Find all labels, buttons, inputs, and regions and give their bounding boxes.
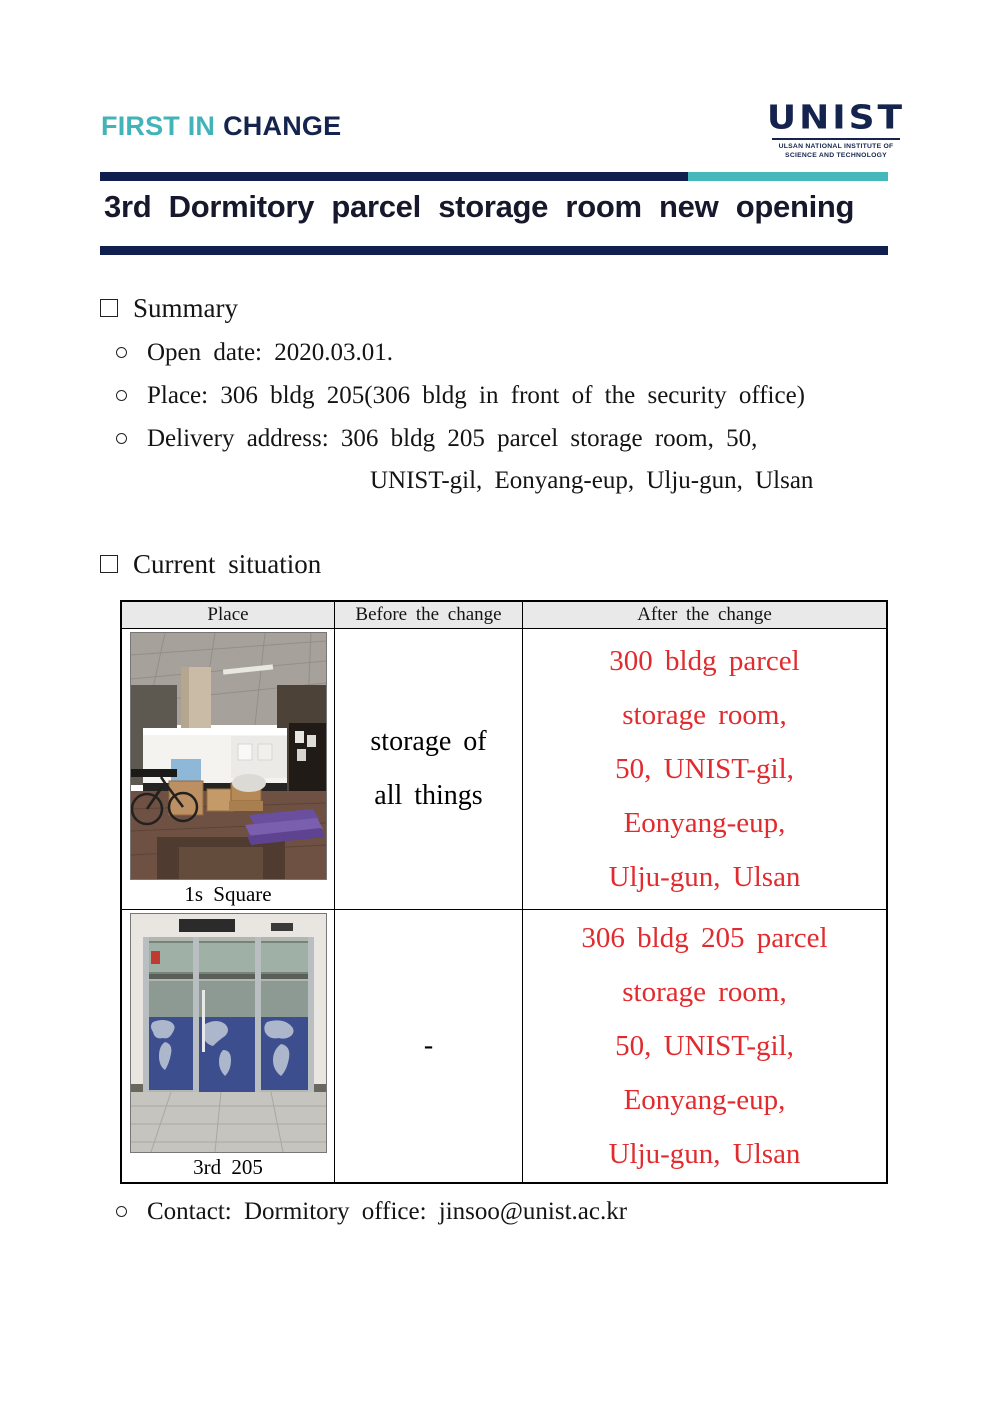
col-header-before: Before the change xyxy=(335,602,523,629)
photo-caption: 1s Square xyxy=(184,882,272,906)
before-cell-row2 xyxy=(335,910,523,1182)
situation-table xyxy=(120,600,888,1184)
before-text-line: storage of xyxy=(370,726,487,757)
photo-1s-square xyxy=(130,632,327,880)
before-text-line: all things xyxy=(374,780,483,811)
after-text-line: storage room, xyxy=(622,976,787,1008)
after-text-line: storage room, xyxy=(622,699,787,731)
slogan-change: CHANGE xyxy=(223,111,342,141)
photo-caption: 3rd 205 xyxy=(193,1155,263,1179)
slogan-first-in: FIRST IN xyxy=(101,111,216,141)
circle-bullet-icon xyxy=(116,433,127,444)
doors-photo-graphic xyxy=(131,914,326,1152)
summary-heading xyxy=(100,291,238,325)
unist-logo-divider xyxy=(772,138,900,140)
delivery-address-line2: UNIST-gil, Eonyang-eup, Ulju-gun, Ulsan xyxy=(370,467,814,494)
summary-item-place xyxy=(116,380,805,412)
square-bullet-icon xyxy=(100,299,118,317)
unist-logo-subtext-line2: SCIENCE AND TECHNOLOGY xyxy=(785,151,887,159)
table-row xyxy=(122,629,886,910)
summary-item-open-date xyxy=(116,337,393,369)
table-header-row xyxy=(122,602,886,629)
contact-text: Contact: Dormitory office: jinsoo@unist.ac.kr xyxy=(147,1198,628,1225)
after-text-line: Eonyang-eup, xyxy=(623,807,786,839)
title-rule-top xyxy=(100,172,888,181)
contact-line xyxy=(116,1196,627,1228)
photo-3rd-205 xyxy=(130,913,327,1153)
after-text-line: Ulju-gun, Ulsan xyxy=(608,861,801,893)
table-row xyxy=(122,910,886,1182)
col-header-after: After the change xyxy=(523,602,886,629)
page-title: 3rd Dormitory parcel storage room new opening xyxy=(104,189,855,224)
after-text-line: 306 bldg 205 parcel xyxy=(581,922,828,954)
after-text-line: 300 bldg parcel xyxy=(609,645,800,677)
unist-logo xyxy=(766,97,906,160)
place-cell-1s-square xyxy=(122,629,335,910)
circle-bullet-icon xyxy=(116,390,127,401)
after-cell-row2 xyxy=(523,910,886,1182)
title-rule-bottom xyxy=(100,246,888,255)
slogan xyxy=(101,111,341,142)
before-text-line: - xyxy=(423,1030,434,1061)
unist-logo-wordmark: UNIST xyxy=(766,99,906,137)
circle-bullet-icon xyxy=(116,347,127,358)
open-date-text: Open date: 2020.03.01. xyxy=(147,339,393,366)
summary-heading-label: Summary xyxy=(133,293,238,323)
after-text-line: 50, UNIST-gil, xyxy=(615,1030,794,1062)
after-text-line: Ulju-gun, Ulsan xyxy=(608,1138,801,1170)
lobby-photo-graphic xyxy=(131,633,326,879)
square-bullet-icon xyxy=(100,555,118,573)
summary-item-delivery-address xyxy=(116,423,757,455)
place-text: Place: 306 bldg 205(306 bldg in front of the security office) xyxy=(147,382,806,409)
after-text-line: 50, UNIST-gil, xyxy=(615,753,794,785)
delivery-address-line1: Delivery address: 306 bldg 205 parcel storage room, 50, xyxy=(147,425,758,452)
current-situation-heading xyxy=(100,547,321,581)
col-header-place: Place xyxy=(122,602,335,629)
after-text-line: Eonyang-eup, xyxy=(623,1084,786,1116)
place-cell-3rd-205 xyxy=(122,910,335,1182)
circle-bullet-icon xyxy=(116,1206,127,1217)
current-situation-heading-label: Current situation xyxy=(133,549,322,579)
unist-logo-subtext-line1: ULSAN NATIONAL INSTITUTE OF xyxy=(778,143,894,150)
after-cell-row1 xyxy=(523,629,886,910)
before-cell-row1 xyxy=(335,629,523,910)
